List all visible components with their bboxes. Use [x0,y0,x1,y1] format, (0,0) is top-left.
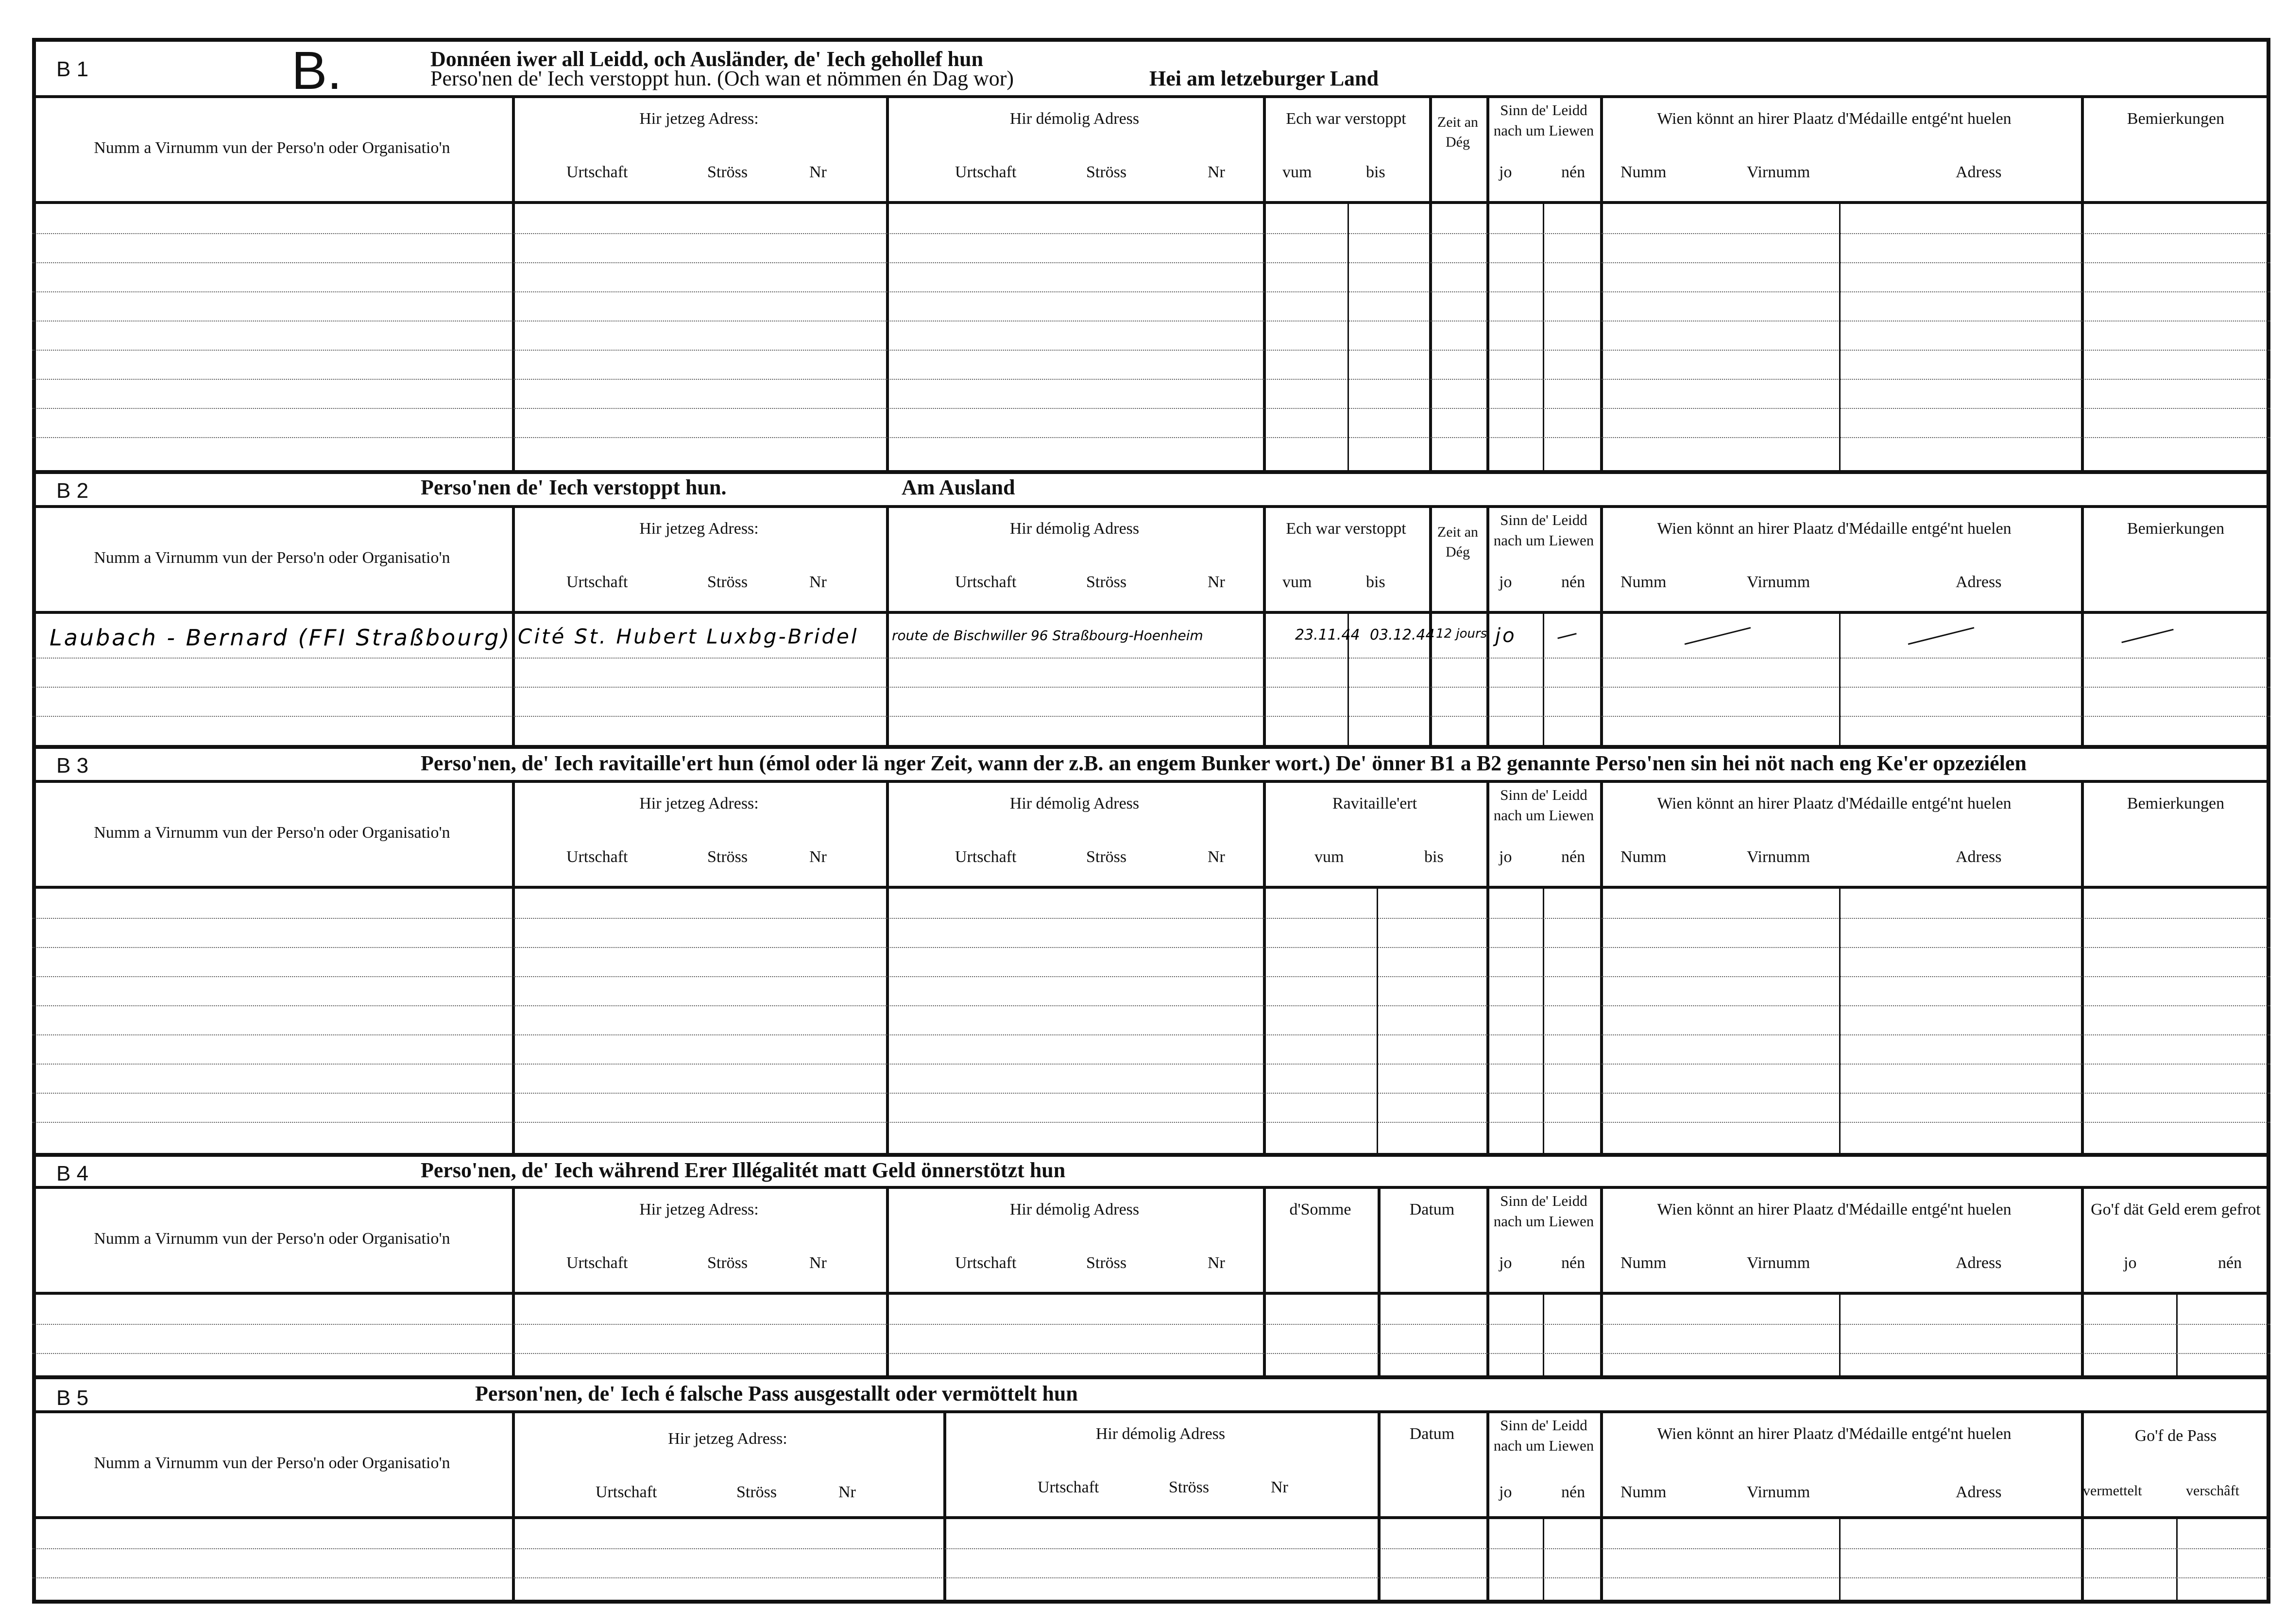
entry-from: 23.11.44 [1295,626,1360,643]
section-title: Perso'nen de' Iech verstoppt hun. [421,475,727,499]
to-label: bis [1366,163,1385,181]
section-title: Perso'nen, de' Iech während Erer Illégalitét matt Geld önnerstötzt hun [421,1158,1066,1182]
medal-label: Wien könnt an hirer Plaatz d'Médaille entgé'nt huelen [1657,110,2012,128]
mediated-label: vermettelt [2083,1483,2142,1499]
medal-label: Wien könnt an hirer Plaatz d'Médaille entgé'nt huelen [1657,1201,2012,1218]
header-row [32,780,2270,889]
nr-label: Nr [1208,848,1225,866]
street-label: Ströss [1169,1478,1210,1496]
entry-rows[interactable] [32,614,2270,745]
last-name-label: Numm [1620,1254,1667,1272]
current-address-label: Hir jetzeg Adress: [639,795,759,812]
section-letter: B. [291,41,342,101]
entry-alive: jo [1495,625,1517,647]
to-label: bis [1424,848,1444,866]
suffered-label: Sinn de' Leidd nach um Liewen [1493,102,1594,139]
dash-mark [1685,627,1751,645]
town-label: Urtschaft [955,848,1017,866]
no-label: nén [1561,1254,1586,1272]
town-label: Urtschaft [596,1483,657,1501]
dash-mark [1908,627,1975,645]
entry-former-address: route de Bischwiller 96 Straßbourg-Hoenheim [892,627,1203,643]
header-row [32,95,2270,204]
issued-label: verschâft [2186,1483,2239,1499]
section-b1 [32,38,2270,470]
section-b5 [32,1375,2270,1604]
nr-label: Nr [1208,1254,1225,1272]
former-address-label: Hir démolig Adress [1009,1201,1140,1218]
former-address-label: Hir démolig Adress [1009,110,1140,128]
yes-label: jo [1499,163,1512,181]
address-label: Adress [1956,573,2002,591]
section-b4 [32,1153,2270,1375]
town-label: Urtschaft [566,163,628,181]
no-label: nén [1561,848,1586,866]
nr-label: Nr [809,848,827,866]
current-address-label: Hir jetzeg Adress: [639,110,759,128]
from-label: vum [1282,163,1312,181]
first-name-label: Virnumm [1747,848,1810,866]
name-label: Numm a Virnumm vun der Perso'n oder Organisatio'n [94,824,450,842]
header-row [32,1410,2270,1519]
first-name-label: Virnumm [1747,1254,1810,1272]
date-label: Datum [1409,1201,1455,1218]
from-label: vum [1314,848,1344,866]
current-address-label: Hir jetzeg Adress: [639,1201,759,1218]
last-name-label: Numm [1620,573,1667,591]
header-row [32,1186,2270,1295]
entry-to: 03.12.44 [1370,626,1435,643]
section-title: Donnéen iwer all Leidd, och Ausländer, de' Iech gehollef hun [430,47,984,71]
address-label: Adress [1956,1254,2002,1272]
sum-label: d'Somme [1289,1201,1351,1218]
nr-label: Nr [809,573,827,591]
entry-current-address: Cité St. Hubert Luxbg-Bridel [518,625,859,648]
entry-days: 12 jours [1436,626,1487,641]
street-label: Ströss [736,1483,777,1501]
former-address-label: Hir démolig Adress [1009,795,1140,812]
town-label: Urtschaft [1038,1478,1099,1496]
nr-label: Nr [838,1483,856,1501]
no-label: nén [1561,163,1586,181]
first-name-label: Virnumm [1747,163,1810,181]
last-name-label: Numm [1620,1483,1667,1501]
street-label: Ströss [1086,848,1127,866]
days-label: Zeit an Dég [1437,114,1479,150]
nr-label: Nr [1208,573,1225,591]
hidden-label: Ech war verstoppt [1286,520,1406,538]
entry-rows[interactable] [32,1295,2270,1375]
to-label: bis [1366,573,1385,591]
section-id: B 2 [56,479,89,503]
first-name-label: Virnumm [1747,1483,1810,1501]
no-label: nén [1561,1483,1586,1501]
section-title: Perso'nen, de' Iech ravitaille'ert hun (émol oder lä nger Zeit, wann der z.B. an engem Bunker wort.) De' önner B1 a B2 genannte Perso'nen sin hei nöt nach eng Ke'er opzeziélen [421,751,2027,775]
street-label: Ströss [707,848,748,866]
entry-rows[interactable] [32,889,2270,1153]
remarks-label: Bemierkungen [2127,520,2225,538]
town-label: Urtschaft [955,1254,1017,1272]
hidden-label: Ech war verstoppt [1286,110,1406,128]
section-id: B 5 [56,1386,89,1410]
dash-mark [2121,629,2173,643]
entry-rows[interactable] [32,1519,2270,1602]
nr-label: Nr [1271,1478,1288,1496]
street-label: Ströss [707,573,748,591]
no-label: nén [2218,1254,2242,1272]
money-given-label: Go'f dät Geld erem gefrot [2091,1201,2261,1218]
street-label: Ströss [1086,1254,1127,1272]
entry-name: Laubach - Bernard (FFI Straßbourg) [50,625,512,651]
section-b2 [32,470,2270,745]
days-label: Zeit an Dég [1437,524,1479,560]
section-title-suffix: Hei am letzeburger Land [1149,67,1379,90]
pass-given-label: Go'f de Pass [2134,1427,2217,1445]
yes-label: jo [1499,573,1512,591]
town-label: Urtschaft [566,573,628,591]
entry-rows[interactable] [32,204,2270,470]
name-label: Numm a Virnumm vun der Perso'n oder Organisatio'n [94,139,450,157]
medal-label: Wien könnt an hirer Plaatz d'Médaille entgé'nt huelen [1657,1425,2012,1443]
supplied-label: Ravitaille'ert [1332,795,1417,812]
yes-label: jo [2124,1254,2137,1272]
last-name-label: Numm [1620,848,1667,866]
address-label: Adress [1956,848,2002,866]
suffered-label: Sinn de' Leidd nach um Liewen [1493,786,1594,824]
street-label: Ströss [1086,573,1127,591]
current-address-label: Hir jetzeg Adress: [668,1430,787,1448]
section-id: B 4 [56,1162,89,1185]
nr-label: Nr [809,163,827,181]
suffered-label: Sinn de' Leidd nach um Liewen [1493,1417,1594,1454]
yes-label: jo [1499,1254,1512,1272]
last-name-label: Numm [1620,163,1667,181]
street-label: Ströss [1086,163,1127,181]
medal-label: Wien könnt an hirer Plaatz d'Médaille entgé'nt huelen [1657,520,2012,538]
section-title: Person'nen, de' Iech é falsche Pass ausgestallt oder vermöttelt hun [475,1382,1078,1405]
town-label: Urtschaft [955,573,1017,591]
address-label: Adress [1956,163,2002,181]
yes-label: jo [1499,1483,1512,1501]
town-label: Urtschaft [566,1254,628,1272]
medal-label: Wien könnt an hirer Plaatz d'Médaille entgé'nt huelen [1657,795,2012,812]
name-label: Numm a Virnumm vun der Perso'n oder Organisatio'n [94,1230,450,1248]
section-id: B 1 [56,57,89,81]
from-label: vum [1282,573,1312,591]
former-address-label: Hir démolig Adress [1095,1425,1226,1443]
street-label: Ströss [707,1254,748,1272]
remarks-label: Bemierkungen [2127,795,2225,812]
no-label: nén [1561,573,1586,591]
remarks-label: Bemierkungen [2127,110,2225,128]
header-row [32,505,2270,614]
town-label: Urtschaft [955,163,1017,181]
section-title-suffix: Am Ausland [902,475,1015,499]
current-address-label: Hir jetzeg Adress: [639,520,759,538]
former-address-label: Hir démolig Adress [1009,520,1140,538]
section-id: B 3 [56,754,89,778]
first-name-label: Virnumm [1747,573,1810,591]
nr-label: Nr [1208,163,1225,181]
street-label: Ströss [707,163,748,181]
nr-label: Nr [809,1254,827,1272]
section-b3 [32,745,2270,1153]
section-title-2: Perso'nen de' Iech verstoppt hun. (Och wan et nömmen én Dag wor) [430,67,1014,90]
name-label: Numm a Virnumm vun der Perso'n oder Organisatio'n [94,549,450,567]
dash-mark [1557,633,1577,639]
address-label: Adress [1956,1483,2002,1501]
name-label: Numm a Virnumm vun der Perso'n oder Organisatio'n [94,1454,450,1472]
date-label: Datum [1409,1425,1455,1443]
suffered-label: Sinn de' Leidd nach um Liewen [1493,1192,1594,1230]
suffered-label: Sinn de' Leidd nach um Liewen [1493,511,1594,549]
town-label: Urtschaft [566,848,628,866]
yes-label: jo [1499,848,1512,866]
